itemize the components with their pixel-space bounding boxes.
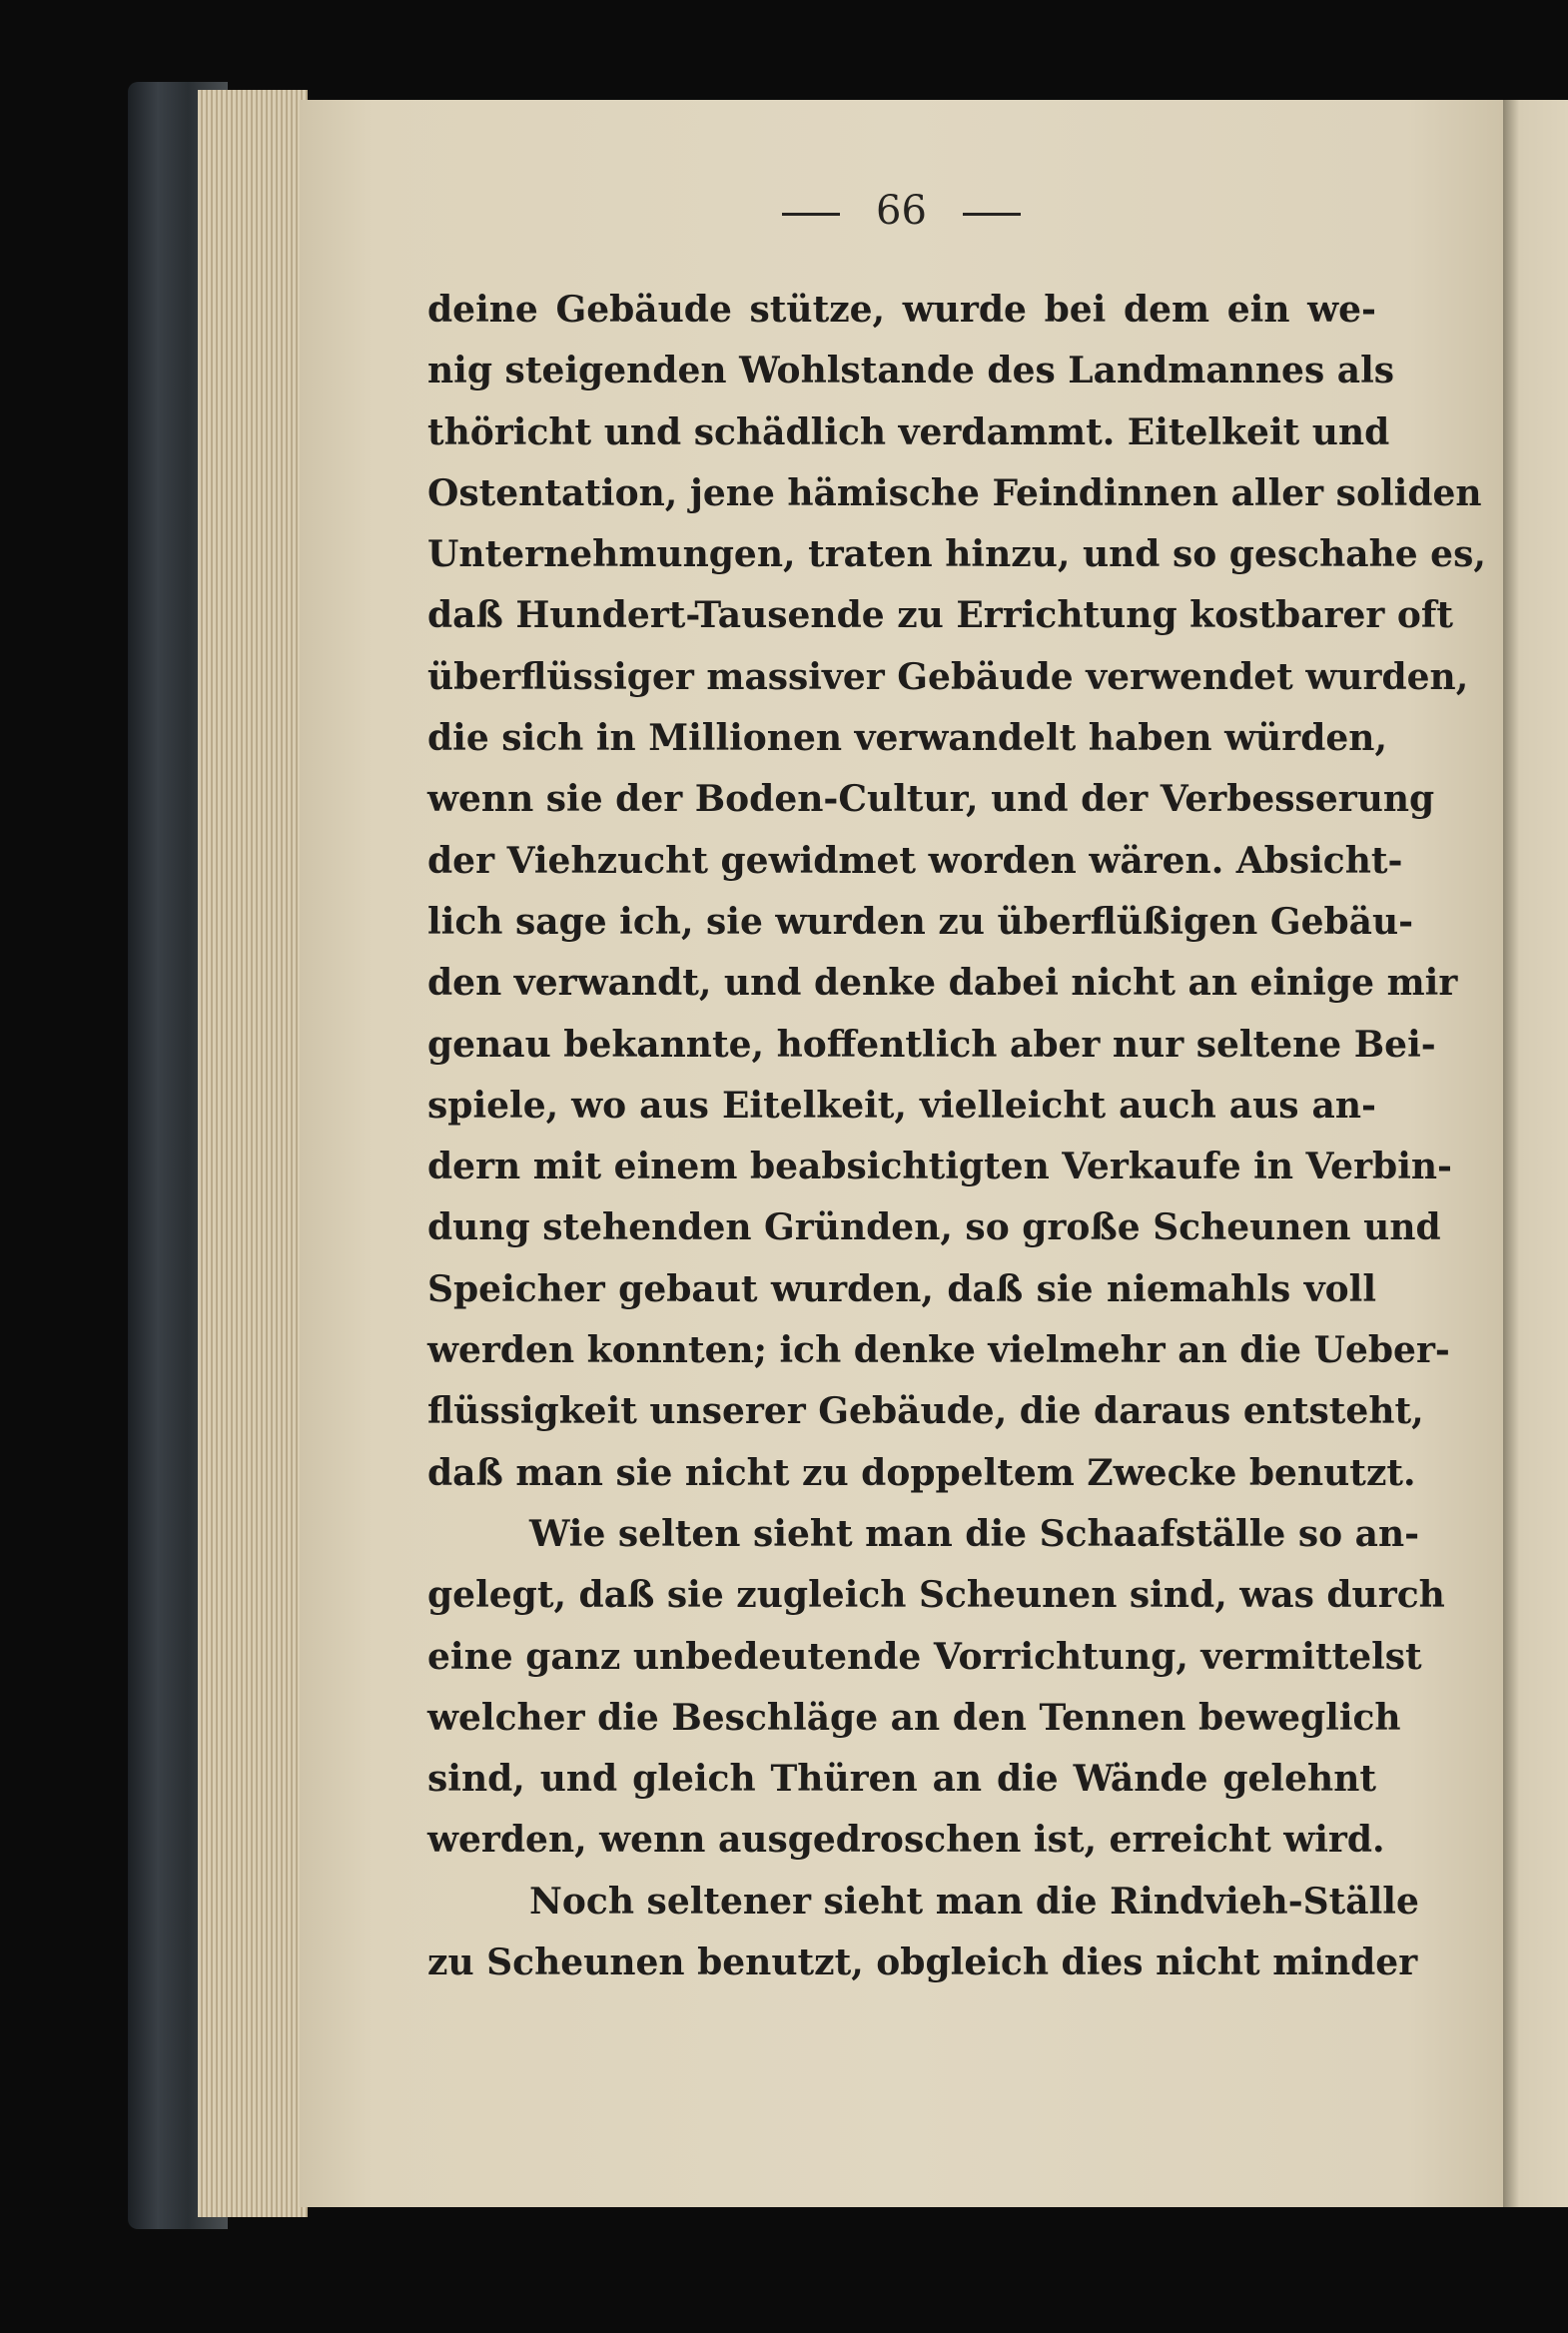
text-line: dung stehenden Gründen, so große Scheunen und [427, 1206, 1441, 1249]
text-line: sind, und gleich Thüren an die Wände gelehnt [427, 1758, 1376, 1801]
text-line: gelegt, daß sie zugleich Scheunen sind, was durch [427, 1574, 1445, 1617]
text-line: thöricht und schädlich verdammt. Eitelkeit und [427, 410, 1390, 453]
text-line: Ostentation, jene hämische Feindinnen aller soliden [427, 471, 1482, 514]
facing-page-edge [1503, 100, 1568, 2207]
text-line: eine ganz unbedeutende Vorrichtung, vermittelst [427, 1635, 1422, 1678]
text-line: daß Hundert-Tausende zu Errichtung kostbarer oft [427, 594, 1454, 637]
text-line: werden, wenn ausgedroschen ist, erreicht wird. [427, 1819, 1385, 1862]
text-line: zu Scheunen benutzt, obgleich dies nicht minder [427, 1942, 1418, 1984]
text-line: Speicher gebaut wurden, daß sie niemahls voll [427, 1267, 1376, 1310]
text-line: deine Gebäude stütze, wurde bei dem ein we- [427, 289, 1376, 331]
text-line: wenn sie der Boden-Cultur, und der Verbesserung [427, 778, 1435, 821]
text-line: genau bekannte, hoffentlich aber nur seltene Bei- [427, 1023, 1436, 1066]
text-line: dern mit einem beabsichtigten Verkaufe in Verbin- [427, 1146, 1452, 1188]
text-line: daß man sie nicht zu doppeltem Zwecke benutzt. [427, 1451, 1416, 1494]
header-dash-left [782, 213, 840, 216]
text-line: lich sage ich, sie wurden zu überflüßigen Gebäu- [427, 900, 1414, 943]
text-line: werden konnten; ich denke vielmehr an die Ueber- [427, 1329, 1450, 1372]
page-edges [198, 90, 308, 2217]
text-line: Noch seltener sieht man die Rindvieh-Ställe [529, 1880, 1419, 1923]
page-number: 66 [876, 188, 927, 234]
text-line: der Viehzucht gewidmet worden wären. Absicht- [427, 839, 1403, 882]
text-line: überflüssiger massiver Gebäude verwendet wurden, [427, 655, 1469, 698]
page-header [300, 188, 1503, 248]
text-line: spiele, wo aus Eitelkeit, vielleicht auch aus an- [427, 1084, 1376, 1127]
text-line: flüssigkeit unserer Gebäude, die daraus entsteht, [427, 1390, 1424, 1433]
text-line: nig steigenden Wohlstande des Landmannes als [427, 350, 1395, 392]
text-line: den verwandt, und denke dabei nicht an einige mir [427, 962, 1458, 1005]
text-line: Unternehmungen, traten hinzu, und so geschahe es, [427, 533, 1486, 576]
header-dash-right [963, 213, 1021, 216]
text-line: die sich in Millionen verwandelt haben würden, [427, 717, 1387, 760]
text-line: welcher die Beschläge an den Tennen beweglich [427, 1696, 1401, 1739]
body-text [427, 280, 1486, 1993]
text-line: Wie selten sieht man die Schaafställe so an- [529, 1512, 1420, 1555]
